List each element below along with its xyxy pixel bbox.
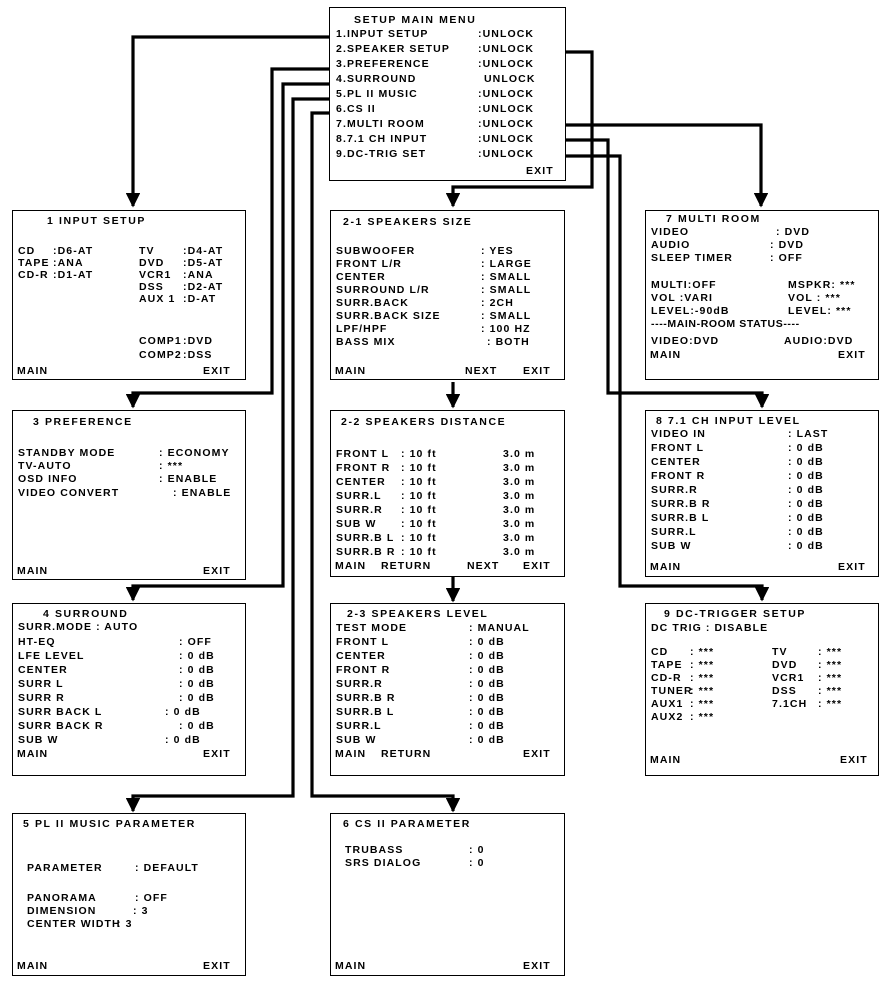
row-label: DVD xyxy=(772,659,798,671)
row-value: : ENABLE xyxy=(159,473,218,485)
row-label: CENTER xyxy=(336,476,386,488)
return-label[interactable]: RETURN xyxy=(381,748,432,760)
main-label[interactable]: MAIN xyxy=(17,565,49,577)
row-label: AUX2 xyxy=(651,711,684,723)
row-value: : 0 dB xyxy=(165,734,201,746)
row-value: : *** xyxy=(818,698,843,710)
row-value: :ANA xyxy=(183,269,214,281)
dc-trig-row: DC TRIG : DISABLE xyxy=(651,622,769,634)
status-right: VOL : *** xyxy=(788,292,841,304)
panel-title: 4 SURROUND xyxy=(43,608,129,620)
row-label: SUB W xyxy=(651,540,692,552)
next-label[interactable]: NEXT xyxy=(465,365,498,377)
menu-item[interactable]: 9.DC-TRIG SET :UNLOCK xyxy=(336,148,535,160)
row-label: SURR.BACK xyxy=(336,297,409,309)
row-value: : OFF xyxy=(135,892,168,904)
row-label: TV xyxy=(139,245,155,257)
panel-title: 2-3 SPEAKERS LEVEL xyxy=(347,608,489,620)
speakers-distance-panel xyxy=(330,410,565,577)
row-value: : 3 xyxy=(117,918,133,930)
row-value: : 10 ft xyxy=(401,504,437,516)
row-value: : *** xyxy=(690,711,715,723)
main-label[interactable]: MAIN xyxy=(335,365,367,377)
row-value: : 0 dB xyxy=(165,706,201,718)
row-label: FRONT L xyxy=(651,442,705,454)
exit-label[interactable]: EXIT xyxy=(523,748,551,760)
row-value: : 10 ft xyxy=(401,476,437,488)
row-label: VIDEO CONVERT xyxy=(18,487,120,499)
menu-item[interactable]: 7.MULTI ROOM :UNLOCK xyxy=(336,118,535,130)
row-value: : *** xyxy=(818,659,843,671)
row-label: SURR.B L xyxy=(651,512,710,524)
row-label: DIMENSION xyxy=(27,905,97,917)
status-right: MSPKR: *** xyxy=(788,279,856,291)
arrow-input-setup xyxy=(133,37,333,206)
row-value: : 0 dB xyxy=(469,636,505,648)
exit-label[interactable]: EXIT xyxy=(838,349,866,361)
exit-label[interactable]: EXIT xyxy=(203,748,231,760)
row-label: SURR.BACK SIZE xyxy=(336,310,441,322)
menu-item[interactable]: 6.CS II :UNLOCK xyxy=(336,103,535,115)
row-label: CD-R xyxy=(18,269,49,281)
row-value: : YES xyxy=(481,245,514,257)
row-label: TEST MODE xyxy=(336,622,408,634)
row-label: SUB W xyxy=(336,518,377,530)
row-label: CENTER xyxy=(336,650,386,662)
next-label[interactable]: NEXT xyxy=(467,560,500,572)
row-value: : 0 dB xyxy=(469,678,505,690)
multi-room-panel xyxy=(645,210,879,380)
row-value: 3.0 m xyxy=(503,490,536,502)
row-label: SURR R xyxy=(18,692,65,704)
row-label: BASS MIX xyxy=(336,336,396,348)
row-value: : 100 HZ xyxy=(481,323,531,335)
row-label: FRONT L xyxy=(336,636,390,648)
panel-title: 2-2 SPEAKERS DISTANCE xyxy=(341,416,507,428)
row-label: LFE LEVEL xyxy=(18,650,85,662)
row-label: SUB W xyxy=(336,734,377,746)
row-label: DVD xyxy=(139,257,165,269)
row-value: : 0 xyxy=(469,857,485,869)
row-value: : 0 dB xyxy=(788,498,824,510)
row-value: : LAST xyxy=(788,428,829,440)
row-value: : 0 dB xyxy=(788,442,824,454)
row-value: : *** xyxy=(690,659,715,671)
row-label: SURR.R xyxy=(336,678,383,690)
panel-title: 2-1 SPEAKERS SIZE xyxy=(343,216,473,228)
row-label: SURR.B R xyxy=(651,498,711,510)
audio-status: AUDIO:DVD xyxy=(784,335,854,347)
row-value: : 0 dB xyxy=(469,692,505,704)
row-value: : 0 dB xyxy=(788,456,824,468)
row-value: : 3 xyxy=(133,905,149,917)
row-value: : 10 ft xyxy=(401,518,437,530)
row-label: TUNER xyxy=(651,685,693,697)
row-value: : 0 xyxy=(469,844,485,856)
row-value: 3.0 m xyxy=(503,462,536,474)
exit-label[interactable]: EXIT xyxy=(840,754,868,766)
setup-main-menu xyxy=(329,7,566,181)
row-label: CENTER xyxy=(336,271,386,283)
row-value: : 0 dB xyxy=(469,706,505,718)
row-label: AUX1 xyxy=(651,698,684,710)
row-value: :D1-AT xyxy=(53,269,94,281)
main-label[interactable]: MAIN xyxy=(650,561,682,573)
row-label: CD xyxy=(651,646,669,658)
row-value: : OFF xyxy=(179,636,212,648)
surround-mode: SURR.MODE : AUTO xyxy=(18,621,139,633)
row-label: DSS xyxy=(139,281,164,293)
row-label: TRUBASS xyxy=(345,844,404,856)
main-label[interactable]: MAIN xyxy=(17,748,49,760)
exit-label[interactable]: EXIT xyxy=(203,365,231,377)
arrow-multi-room xyxy=(562,125,761,206)
menu-item[interactable]: 2.SPEAKER SETUP :UNLOCK xyxy=(336,43,535,55)
row-value: : SMALL xyxy=(481,284,532,296)
row-label: SURR.R xyxy=(336,504,383,516)
row-value: 3.0 m xyxy=(503,504,536,516)
panel-title: 7 MULTI ROOM xyxy=(666,213,761,225)
row-label: TV-AUTO xyxy=(18,460,72,472)
row-value: 3.0 m xyxy=(503,476,536,488)
main-label[interactable]: MAIN xyxy=(335,560,367,572)
row-value: : 0 dB xyxy=(469,734,505,746)
row-value: : 10 ft xyxy=(401,532,437,544)
row-value: : 2CH xyxy=(481,297,514,309)
row-value: : *** xyxy=(690,698,715,710)
row-value: :D5-AT xyxy=(183,257,224,269)
main-label[interactable]: MAIN xyxy=(335,748,367,760)
row-label: SURR.L xyxy=(651,526,697,538)
ch71-input-panel xyxy=(645,410,879,577)
row-value: : *** xyxy=(818,646,843,658)
row-label: SURR L xyxy=(18,678,64,690)
panel-title: 6 CS II PARAMETER xyxy=(343,818,471,830)
row-label: VCR1 xyxy=(139,269,172,281)
row-label: FRONT R xyxy=(336,462,391,474)
row-value: : *** xyxy=(690,685,715,697)
row-value: : 0 dB xyxy=(788,526,824,538)
exit-label[interactable]: EXIT xyxy=(526,165,554,177)
row-label: CD-R xyxy=(651,672,682,684)
row-value: : DVD xyxy=(770,239,805,251)
row-label: SURR.R xyxy=(651,484,698,496)
row-value: :D4-AT xyxy=(183,245,224,257)
row-label: AUDIO xyxy=(651,239,691,251)
row-value: : 0 dB xyxy=(788,484,824,496)
row-label: OSD INFO xyxy=(18,473,78,485)
status-left: LEVEL:-90dB xyxy=(651,305,730,317)
row-label: PANORAMA xyxy=(27,892,97,904)
row-value: : 0 dB xyxy=(788,470,824,482)
row-label: SURR.L xyxy=(336,720,382,732)
row-value: : SMALL xyxy=(481,271,532,283)
row-value: : 10 ft xyxy=(401,462,437,474)
exit-label[interactable]: EXIT xyxy=(838,561,866,573)
panel-title: 9 DC-TRIGGER SETUP xyxy=(664,608,806,620)
row-value: : 0 dB xyxy=(469,720,505,732)
exit-label[interactable]: EXIT xyxy=(523,365,551,377)
surround-panel xyxy=(12,603,246,776)
row-label: VCR1 xyxy=(772,672,805,684)
row-label: FRONT L xyxy=(336,448,390,460)
row-label: SURR BACK L xyxy=(18,706,103,718)
row-label: TAPE xyxy=(18,257,50,269)
row-label: VIDEO IN xyxy=(651,428,706,440)
menu-item[interactable]: 8.7.1 CH INPUT :UNLOCK xyxy=(336,133,535,145)
row-value: : 0 dB xyxy=(469,650,505,662)
row-label: CD xyxy=(18,245,36,257)
row-value: : 0 dB xyxy=(179,664,215,676)
row-value: : MANUAL xyxy=(469,622,530,634)
row-value: :ANA xyxy=(53,257,84,269)
row-value: 3.0 m xyxy=(503,518,536,530)
cs2-param-panel xyxy=(330,813,565,976)
row-value: : BOTH xyxy=(487,336,530,348)
row-value: : ENABLE xyxy=(173,487,232,499)
panel-title: 5 PL II MUSIC PARAMETER xyxy=(23,818,196,830)
row-label: SURR.B L xyxy=(336,532,395,544)
row-value: : 10 ft xyxy=(401,546,437,558)
row-label: CENTER xyxy=(651,456,701,468)
row-value: :DVD xyxy=(183,335,214,347)
main-label[interactable]: MAIN xyxy=(17,960,49,972)
pl2-music-panel xyxy=(12,813,246,976)
row-value: : 0 dB xyxy=(179,678,215,690)
row-label: FRONT L/R xyxy=(336,258,402,270)
menu-item[interactable]: 1.INPUT SETUP :UNLOCK xyxy=(336,28,535,40)
main-label[interactable]: MAIN xyxy=(17,365,49,377)
speakers-level-panel xyxy=(330,603,565,776)
row-label: COMP2 xyxy=(139,349,182,361)
row-value: : LARGE xyxy=(481,258,532,270)
row-label: SLEEP TIMER xyxy=(651,252,733,264)
status-right: LEVEL: *** xyxy=(788,305,852,317)
menu-item[interactable]: 3.PREFERENCE :UNLOCK xyxy=(336,58,535,70)
row-label: SUB W xyxy=(18,734,59,746)
row-value: : 0 dB xyxy=(788,512,824,524)
row-label: SURR.B R xyxy=(336,692,396,704)
row-value: 3.0 m xyxy=(503,448,536,460)
exit-label[interactable]: EXIT xyxy=(523,960,551,972)
row-value: : SMALL xyxy=(481,310,532,322)
row-value: 3.0 m xyxy=(503,546,536,558)
row-label: SURR BACK R xyxy=(18,720,104,732)
row-value: : *** xyxy=(818,685,843,697)
row-value: : *** xyxy=(690,672,715,684)
row-label: TAPE xyxy=(651,659,683,671)
row-label: FRONT R xyxy=(651,470,706,482)
row-label: HT-EQ xyxy=(18,636,56,648)
exit-label[interactable]: EXIT xyxy=(203,565,231,577)
row-value: : DVD xyxy=(776,226,811,238)
row-label: CENTER xyxy=(18,664,68,676)
status-left: VOL :VARI xyxy=(651,292,714,304)
main-label[interactable]: MAIN xyxy=(650,754,682,766)
preference-panel xyxy=(12,410,246,580)
row-label: DSS xyxy=(772,685,797,697)
row-value: : *** xyxy=(690,646,715,658)
video-status: VIDEO:DVD xyxy=(651,335,720,347)
row-label: PARAMETER xyxy=(27,862,103,874)
row-label: CENTER WIDTH xyxy=(27,918,121,930)
exit-label[interactable]: EXIT xyxy=(203,960,231,972)
row-value: : *** xyxy=(159,460,184,472)
row-label: SURR.B R xyxy=(336,546,396,558)
row-value: : 0 dB xyxy=(788,540,824,552)
panel-title: 3 PREFERENCE xyxy=(33,416,133,428)
menu-item[interactable]: 4.SURROUND UNLOCK xyxy=(336,73,536,85)
dc-trigger-panel xyxy=(645,603,879,776)
row-label: 7.1CH xyxy=(772,698,808,710)
row-value: : 0 dB xyxy=(179,720,215,732)
row-value: : 0 dB xyxy=(469,664,505,676)
row-value: : 0 dB xyxy=(179,650,215,662)
row-label: LPF/HPF xyxy=(336,323,388,335)
main-room-status-header: ----MAIN-ROOM STATUS---- xyxy=(651,318,800,330)
row-label: SUBWOOFER xyxy=(336,245,416,257)
row-value: :DSS xyxy=(183,349,213,361)
row-label: STANDBY MODE xyxy=(18,447,116,459)
main-label[interactable]: MAIN xyxy=(335,960,367,972)
menu-item[interactable]: 5.PL II MUSIC :UNLOCK xyxy=(336,88,535,100)
row-value: : DEFAULT xyxy=(135,862,199,874)
panel-title: 8 7.1 CH INPUT LEVEL xyxy=(656,415,801,427)
row-value: : OFF xyxy=(770,252,803,264)
row-label: TV xyxy=(772,646,788,658)
return-label[interactable]: RETURN xyxy=(381,560,432,572)
row-value: : 10 ft xyxy=(401,490,437,502)
row-value: :D-AT xyxy=(183,293,217,305)
row-label: COMP1 xyxy=(139,335,182,347)
row-label: AUX 1 xyxy=(139,293,176,305)
speakers-size-panel xyxy=(330,210,565,380)
row-value: 3.0 m xyxy=(503,532,536,544)
main-menu-title: SETUP MAIN MENU xyxy=(354,14,477,26)
row-value: : 0 dB xyxy=(179,692,215,704)
row-label: SURR.L xyxy=(336,490,382,502)
row-value: : 10 ft xyxy=(401,448,437,460)
row-value: : *** xyxy=(818,672,843,684)
row-label: VIDEO xyxy=(651,226,690,238)
status-left: MULTI:OFF xyxy=(651,279,717,291)
main-label[interactable]: MAIN xyxy=(650,349,682,361)
row-label: SRS DIALOG xyxy=(345,857,422,869)
row-value: :D6-AT xyxy=(53,245,94,257)
row-label: SURR.B L xyxy=(336,706,395,718)
row-label: SURROUND L/R xyxy=(336,284,430,296)
exit-label[interactable]: EXIT xyxy=(523,560,551,572)
input-setup-panel xyxy=(12,210,246,380)
row-value: : ECONOMY xyxy=(159,447,230,459)
row-value: :D2-AT xyxy=(183,281,224,293)
panel-title: 1 INPUT SETUP xyxy=(47,215,146,227)
row-label: FRONT R xyxy=(336,664,391,676)
